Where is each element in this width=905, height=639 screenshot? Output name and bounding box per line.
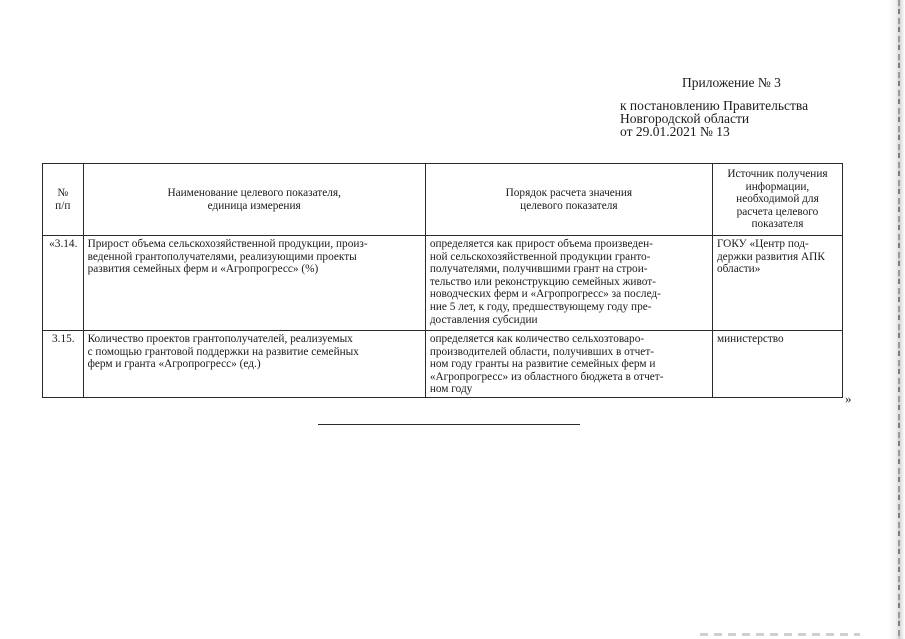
row-method: определяется как количество сельхозтоваро- производителей области, получивших в отчет- ном году гранты на развитие семейных ферм и «Агропрогресс» из областного бюджета в отчет- ном году — [425, 331, 712, 398]
row-name: Прирост объема сельскохозяйственной продукции, произ- веденной грантополучателями, реализующими проекты развития семейных ферм и «Агропрогресс» (%) — [83, 236, 425, 331]
decree-line: Новгородской области — [620, 111, 750, 126]
row-source: министерство — [712, 331, 842, 398]
header-method: Порядок расчета значения целевого показателя — [425, 164, 712, 236]
decree-line: к постановлению Правительства — [620, 98, 809, 113]
indicators-table — [42, 163, 843, 398]
annex-title: Приложение № 3 — [682, 75, 781, 90]
scan-bottom-artifact — [700, 633, 860, 636]
decree-reference — [620, 99, 808, 138]
header-name: Наименование целевого показателя, единица измерения — [83, 164, 425, 236]
row-number: 3.15. — [43, 331, 84, 398]
row-number: «3.14. — [43, 236, 84, 331]
closing-quote: » — [845, 391, 852, 406]
row-source: ГОКУ «Центр под- держки развития АПК области» — [712, 236, 842, 331]
table-header-row — [43, 164, 843, 236]
header-number: № п/п — [43, 164, 84, 236]
header-source: Источник получения информации, необходимой для расчета целевого показателя — [712, 164, 842, 236]
decree-line: от 29.01.2021 № 13 — [620, 124, 730, 139]
scan-edge — [888, 0, 905, 639]
row-method: определяется как прирост объема произведен- ной сельскохозяйственной продукции гранто- получателями, получившими грант на строи- тельство или реконструкцию семейных живот- новодческих ферм и «Агропрогресс» за послед- ние 5 лет, к году, предшествующему году пре- доставления субсидии — [425, 236, 712, 331]
row-name: Количество проектов грантополучателей, реализуемых с помощью грантовой поддержки на развитие семейных ферм и гранта «Агропрогресс» (ед.) — [83, 331, 425, 398]
divider-line — [318, 424, 580, 425]
table-row — [43, 236, 843, 331]
scan-edge-stripe — [898, 0, 900, 639]
table-row — [43, 331, 843, 398]
